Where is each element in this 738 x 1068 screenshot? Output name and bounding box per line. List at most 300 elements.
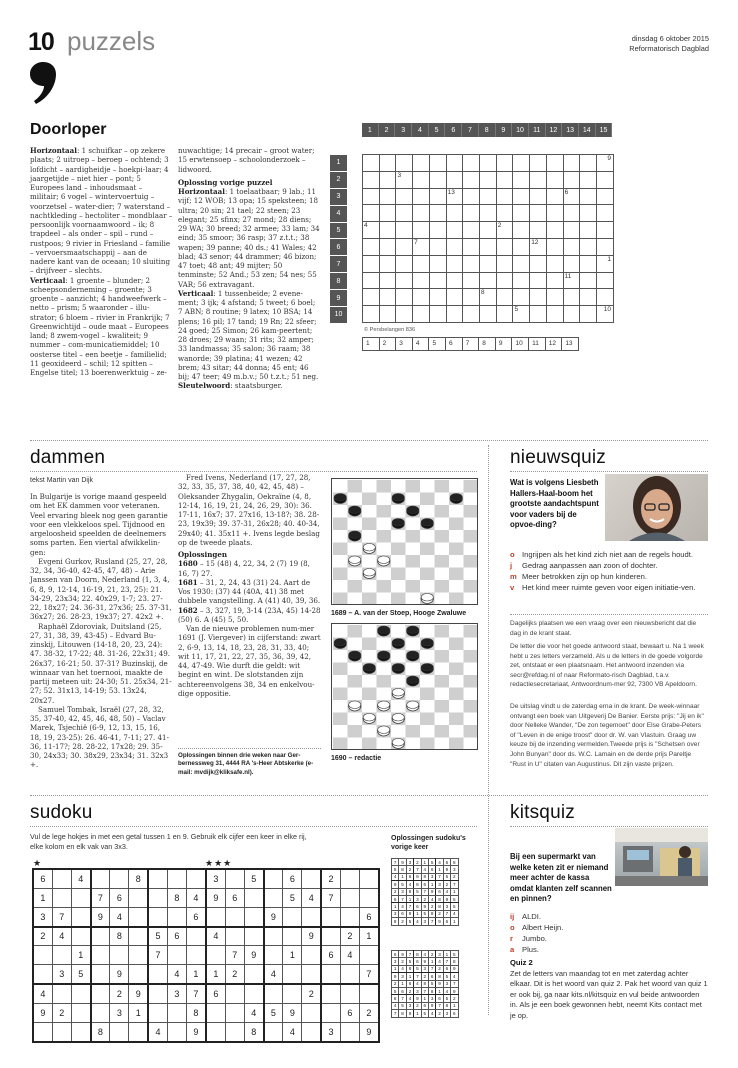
board-square[interactable] <box>348 518 363 531</box>
board-square[interactable] <box>362 505 377 518</box>
sudoku-cell[interactable] <box>206 1003 225 1022</box>
board-square[interactable] <box>449 530 464 543</box>
board-square[interactable] <box>449 543 464 556</box>
sudoku-cell[interactable] <box>148 984 167 1003</box>
grid-cell[interactable] <box>597 238 614 255</box>
board-square[interactable] <box>435 688 450 701</box>
grid-cell[interactable] <box>597 222 614 239</box>
grid-cell[interactable] <box>379 171 396 188</box>
grid-cell[interactable] <box>396 222 413 239</box>
board-square[interactable] <box>449 725 464 738</box>
grid-cell[interactable] <box>597 289 614 306</box>
sudoku-cell[interactable]: 5 <box>244 869 263 888</box>
board-square[interactable] <box>449 480 464 493</box>
sudoku-cell[interactable]: 3 <box>33 907 52 926</box>
board-square[interactable] <box>362 530 377 543</box>
sudoku-cell[interactable]: 6 <box>167 927 186 946</box>
grid-cell[interactable] <box>546 205 563 222</box>
grid-cell[interactable] <box>413 255 430 272</box>
sudoku-cell[interactable] <box>302 1023 321 1042</box>
board-square[interactable] <box>348 625 363 638</box>
board-square[interactable] <box>348 593 363 606</box>
grid-cell[interactable] <box>463 155 480 172</box>
sudoku-cell[interactable]: 1 <box>33 888 52 907</box>
sudoku-cell[interactable] <box>321 1003 340 1022</box>
sudoku-cell[interactable]: 2 <box>110 984 129 1003</box>
grid-cell[interactable] <box>530 171 547 188</box>
sudoku-cell[interactable]: 6 <box>225 888 244 907</box>
board-square[interactable] <box>435 543 450 556</box>
sudoku-cell[interactable] <box>206 946 225 965</box>
board-square[interactable] <box>406 518 421 531</box>
sudoku-cell[interactable] <box>283 965 302 984</box>
board-square[interactable] <box>362 675 377 688</box>
grid-cell[interactable] <box>446 222 463 239</box>
grid-cell[interactable] <box>563 306 580 323</box>
sudoku-cell[interactable] <box>302 965 321 984</box>
grid-cell[interactable] <box>363 222 380 239</box>
board-square[interactable] <box>435 530 450 543</box>
grid-cell[interactable] <box>597 188 614 205</box>
key-cell[interactable] <box>412 338 429 351</box>
grid-cell[interactable] <box>363 238 380 255</box>
board-square[interactable] <box>449 738 464 751</box>
grid-cell[interactable] <box>429 171 446 188</box>
grid-cell[interactable] <box>496 306 513 323</box>
sudoku-grid-easy[interactable] <box>32 868 207 1043</box>
key-cell[interactable] <box>462 338 479 351</box>
board-square[interactable] <box>348 713 363 726</box>
grid-cell[interactable] <box>379 289 396 306</box>
grid-cell[interactable] <box>463 205 480 222</box>
grid-cell[interactable] <box>446 155 463 172</box>
sudoku-cell[interactable]: 4 <box>33 984 52 1003</box>
sudoku-cell[interactable] <box>360 946 379 965</box>
grid-cell[interactable] <box>396 171 413 188</box>
sudoku-cell[interactable] <box>129 1023 148 1042</box>
board-square[interactable] <box>377 543 392 556</box>
board-square[interactable] <box>333 663 348 676</box>
sudoku-cell[interactable] <box>129 946 148 965</box>
board-square[interactable] <box>420 543 435 556</box>
grid-cell[interactable] <box>363 272 380 289</box>
board-square[interactable] <box>348 675 363 688</box>
sudoku-cell[interactable] <box>187 869 206 888</box>
board-square[interactable] <box>435 625 450 638</box>
board-square[interactable] <box>435 480 450 493</box>
grid-cell[interactable] <box>546 238 563 255</box>
sudoku-cell[interactable] <box>244 927 263 946</box>
board-square[interactable] <box>449 625 464 638</box>
board-square[interactable] <box>362 638 377 651</box>
sudoku-cell[interactable] <box>52 869 71 888</box>
board-square[interactable] <box>391 625 406 638</box>
board-square[interactable] <box>406 530 421 543</box>
grid-cell[interactable] <box>563 188 580 205</box>
board-square[interactable] <box>464 580 479 593</box>
sudoku-cell[interactable] <box>264 927 283 946</box>
sudoku-cell[interactable] <box>340 1023 359 1042</box>
key-cell[interactable] <box>529 338 546 351</box>
board-square[interactable] <box>348 725 363 738</box>
sudoku-cell[interactable]: 7 <box>91 888 110 907</box>
grid-cell[interactable] <box>446 205 463 222</box>
board-square[interactable] <box>391 543 406 556</box>
grid-cell[interactable] <box>446 272 463 289</box>
grid-cell[interactable] <box>429 155 446 172</box>
doorloper-key-row[interactable] <box>362 337 579 351</box>
board-square[interactable] <box>333 650 348 663</box>
board-square[interactable] <box>435 593 450 606</box>
board-square[interactable] <box>333 725 348 738</box>
kitsquiz-options[interactable] <box>510 912 708 956</box>
board-square[interactable] <box>406 638 421 651</box>
sudoku-cell[interactable] <box>360 869 379 888</box>
sudoku-cell[interactable] <box>302 946 321 965</box>
board-square[interactable] <box>464 638 479 651</box>
grid-cell[interactable] <box>480 188 497 205</box>
board-square[interactable] <box>362 650 377 663</box>
key-cell[interactable] <box>495 338 512 351</box>
board-square[interactable] <box>348 738 363 751</box>
sudoku-cell[interactable] <box>129 907 148 926</box>
grid-cell[interactable] <box>480 238 497 255</box>
sudoku-cell[interactable]: 1 <box>360 927 379 946</box>
sudoku-cell[interactable] <box>244 907 263 926</box>
sudoku-cell[interactable]: 2 <box>302 984 321 1003</box>
board-square[interactable] <box>377 663 392 676</box>
grid-cell[interactable] <box>446 238 463 255</box>
grid-cell[interactable] <box>530 188 547 205</box>
board-square[interactable] <box>391 580 406 593</box>
sudoku-cell[interactable] <box>340 984 359 1003</box>
sudoku-cell[interactable] <box>33 946 52 965</box>
sudoku-cell[interactable]: 7 <box>148 946 167 965</box>
sudoku-cell[interactable]: 9 <box>206 888 225 907</box>
grid-cell[interactable] <box>513 188 530 205</box>
grid-cell[interactable] <box>580 171 597 188</box>
sudoku-cell[interactable]: 2 <box>360 1003 379 1022</box>
sudoku-cell[interactable] <box>206 907 225 926</box>
sudoku-cell[interactable]: 9 <box>244 946 263 965</box>
board-square[interactable] <box>464 713 479 726</box>
quiz-option[interactable] <box>510 561 708 571</box>
sudoku-cell[interactable]: 4 <box>244 1003 263 1022</box>
grid-cell[interactable] <box>429 205 446 222</box>
grid-cell[interactable] <box>379 188 396 205</box>
grid-cell[interactable] <box>496 272 513 289</box>
board-square[interactable] <box>420 675 435 688</box>
sudoku-cell[interactable] <box>264 869 283 888</box>
board-square[interactable] <box>362 725 377 738</box>
sudoku-cell[interactable] <box>91 927 110 946</box>
board-square[interactable] <box>406 593 421 606</box>
sudoku-cell[interactable] <box>340 907 359 926</box>
board-square[interactable] <box>377 518 392 531</box>
sudoku-cell[interactable] <box>264 984 283 1003</box>
grid-cell[interactable] <box>513 171 530 188</box>
grid-cell[interactable] <box>413 188 430 205</box>
sudoku-cell[interactable] <box>360 888 379 907</box>
sudoku-cell[interactable]: 6 <box>283 869 302 888</box>
grid-cell[interactable] <box>363 255 380 272</box>
sudoku-cell[interactable] <box>167 869 186 888</box>
sudoku-cell[interactable] <box>302 869 321 888</box>
sudoku-cell[interactable]: 4 <box>167 965 186 984</box>
sudoku-cell[interactable] <box>321 965 340 984</box>
sudoku-cell[interactable]: 4 <box>302 888 321 907</box>
board-square[interactable] <box>435 713 450 726</box>
sudoku-cell[interactable]: 5 <box>71 965 90 984</box>
grid-cell[interactable] <box>396 188 413 205</box>
board-square[interactable] <box>464 738 479 751</box>
grid-cell[interactable] <box>513 306 530 323</box>
sudoku-cell[interactable]: 7 <box>225 946 244 965</box>
nieuwsquiz-options[interactable] <box>510 550 708 594</box>
board-square[interactable] <box>377 505 392 518</box>
sudoku-cell[interactable] <box>71 907 90 926</box>
sudoku-cell[interactable]: 2 <box>33 927 52 946</box>
board-square[interactable] <box>464 555 479 568</box>
grid-cell[interactable] <box>463 188 480 205</box>
sudoku-cell[interactable] <box>225 984 244 1003</box>
sudoku-grid-hard[interactable] <box>205 868 380 1043</box>
sudoku-cell[interactable]: 7 <box>52 907 71 926</box>
sudoku-cell[interactable] <box>244 984 263 1003</box>
board-square[interactable] <box>420 568 435 581</box>
sudoku-cell[interactable] <box>148 1003 167 1022</box>
sudoku-cell[interactable] <box>225 1003 244 1022</box>
grid-cell[interactable] <box>480 171 497 188</box>
sudoku-cell[interactable]: 2 <box>225 965 244 984</box>
sudoku-cell[interactable]: 1 <box>129 1003 148 1022</box>
board-square[interactable] <box>362 580 377 593</box>
grid-cell[interactable] <box>463 289 480 306</box>
grid-cell[interactable] <box>546 289 563 306</box>
board-square[interactable] <box>406 663 421 676</box>
board-square[interactable] <box>435 638 450 651</box>
key-cell[interactable] <box>512 338 529 351</box>
grid-cell[interactable] <box>446 306 463 323</box>
sudoku-cell[interactable] <box>225 927 244 946</box>
board-square[interactable] <box>464 480 479 493</box>
grid-cell[interactable] <box>413 272 430 289</box>
board-square[interactable] <box>333 688 348 701</box>
board-square[interactable] <box>406 688 421 701</box>
board-square[interactable] <box>464 593 479 606</box>
grid-cell[interactable] <box>546 171 563 188</box>
board-square[interactable] <box>391 593 406 606</box>
board-square[interactable] <box>377 493 392 506</box>
grid-cell[interactable] <box>597 171 614 188</box>
sudoku-cell[interactable]: 4 <box>148 1023 167 1042</box>
sudoku-cell[interactable] <box>321 927 340 946</box>
board-square[interactable] <box>406 493 421 506</box>
sudoku-cell[interactable] <box>148 965 167 984</box>
sudoku-cell[interactable] <box>225 869 244 888</box>
grid-cell[interactable] <box>379 255 396 272</box>
grid-cell[interactable] <box>396 289 413 306</box>
grid-cell[interactable] <box>496 188 513 205</box>
sudoku-cell[interactable] <box>148 907 167 926</box>
board-square[interactable] <box>406 738 421 751</box>
board-square[interactable] <box>435 675 450 688</box>
sudoku-cell[interactable] <box>264 1023 283 1042</box>
grid-cell[interactable] <box>513 155 530 172</box>
grid-cell[interactable] <box>396 306 413 323</box>
grid-cell[interactable] <box>580 306 597 323</box>
grid-cell[interactable] <box>513 272 530 289</box>
sudoku-cell[interactable] <box>360 984 379 1003</box>
key-cell[interactable] <box>396 338 413 351</box>
sudoku-cell[interactable] <box>264 888 283 907</box>
board-square[interactable] <box>449 638 464 651</box>
sudoku-cell[interactable]: 8 <box>129 869 148 888</box>
sudoku-cell[interactable]: 6 <box>33 869 52 888</box>
sudoku-cell[interactable]: 7 <box>360 965 379 984</box>
board-square[interactable] <box>391 700 406 713</box>
sudoku-cell[interactable]: 3 <box>206 869 225 888</box>
grid-cell[interactable] <box>597 155 614 172</box>
board-square[interactable] <box>420 530 435 543</box>
grid-cell[interactable] <box>580 188 597 205</box>
board-square[interactable] <box>435 505 450 518</box>
grid-cell[interactable] <box>496 255 513 272</box>
grid-cell[interactable] <box>379 238 396 255</box>
board-square[interactable] <box>333 568 348 581</box>
sudoku-cell[interactable]: 9 <box>302 927 321 946</box>
grid-cell[interactable] <box>463 238 480 255</box>
sudoku-cell[interactable] <box>91 965 110 984</box>
board-square[interactable] <box>348 480 363 493</box>
grid-cell[interactable] <box>580 205 597 222</box>
board-square[interactable] <box>377 593 392 606</box>
sudoku-cell[interactable] <box>91 946 110 965</box>
board-square[interactable] <box>464 675 479 688</box>
grid-cell[interactable] <box>530 272 547 289</box>
board-square[interactable] <box>362 518 377 531</box>
sudoku-cell[interactable] <box>167 907 186 926</box>
sudoku-cell[interactable]: 9 <box>264 907 283 926</box>
sudoku-cell[interactable] <box>283 927 302 946</box>
board-square[interactable] <box>362 555 377 568</box>
board-square[interactable] <box>449 700 464 713</box>
grid-cell[interactable] <box>597 255 614 272</box>
sudoku-cell[interactable] <box>33 965 52 984</box>
sudoku-cell[interactable]: 3 <box>167 984 186 1003</box>
board-square[interactable] <box>464 568 479 581</box>
sudoku-cell[interactable]: 8 <box>167 888 186 907</box>
board-square[interactable] <box>420 480 435 493</box>
sudoku-cell[interactable]: 4 <box>283 1023 302 1042</box>
sudoku-cell[interactable]: 7 <box>187 984 206 1003</box>
grid-cell[interactable] <box>413 238 430 255</box>
grid-cell[interactable] <box>396 205 413 222</box>
grid-cell[interactable] <box>563 289 580 306</box>
board-square[interactable] <box>391 505 406 518</box>
grid-cell[interactable] <box>480 306 497 323</box>
sudoku-cell[interactable]: 4 <box>187 888 206 907</box>
grid-cell[interactable] <box>546 306 563 323</box>
grid-cell[interactable] <box>580 155 597 172</box>
board-square[interactable] <box>391 650 406 663</box>
grid-cell[interactable] <box>496 289 513 306</box>
sudoku-cell[interactable]: 5 <box>264 1003 283 1022</box>
quiz-option[interactable] <box>510 583 708 593</box>
grid-cell[interactable] <box>429 238 446 255</box>
board-square[interactable] <box>333 675 348 688</box>
board-square[interactable] <box>464 543 479 556</box>
sudoku-cell[interactable]: 8 <box>187 1003 206 1022</box>
board-square[interactable] <box>391 555 406 568</box>
grid-cell[interactable] <box>463 255 480 272</box>
sudoku-cell[interactable]: 7 <box>321 888 340 907</box>
board-square[interactable] <box>362 480 377 493</box>
board-square[interactable] <box>449 663 464 676</box>
grid-cell[interactable] <box>396 272 413 289</box>
board-square[interactable] <box>406 725 421 738</box>
grid-cell[interactable] <box>463 306 480 323</box>
board-square[interactable] <box>406 543 421 556</box>
board-square[interactable] <box>348 493 363 506</box>
sudoku-cell[interactable]: 8 <box>244 1023 263 1042</box>
grid-cell[interactable] <box>429 222 446 239</box>
board-square[interactable] <box>391 675 406 688</box>
grid-cell[interactable] <box>379 205 396 222</box>
grid-cell[interactable] <box>396 155 413 172</box>
sudoku-cell[interactable] <box>110 869 129 888</box>
board-square[interactable] <box>377 738 392 751</box>
board-square[interactable] <box>348 580 363 593</box>
grid-cell[interactable] <box>379 155 396 172</box>
quiz-option[interactable] <box>510 945 708 955</box>
board-square[interactable] <box>333 738 348 751</box>
board-square[interactable] <box>348 663 363 676</box>
sudoku-cell[interactable]: 9 <box>360 1023 379 1042</box>
grid-cell[interactable] <box>563 255 580 272</box>
sudoku-cell[interactable]: 3 <box>110 1003 129 1022</box>
grid-cell[interactable] <box>413 222 430 239</box>
sudoku-cell[interactable]: 6 <box>206 984 225 1003</box>
grid-cell[interactable] <box>413 155 430 172</box>
grid-cell[interactable] <box>480 255 497 272</box>
board-square[interactable] <box>464 663 479 676</box>
grid-cell[interactable] <box>563 222 580 239</box>
board-square[interactable] <box>464 725 479 738</box>
board-square[interactable] <box>464 530 479 543</box>
board-square[interactable] <box>333 625 348 638</box>
sudoku-cell[interactable]: 9 <box>91 907 110 926</box>
board-square[interactable] <box>420 650 435 663</box>
key-cell[interactable] <box>429 338 446 351</box>
sudoku-cell[interactable] <box>71 927 90 946</box>
board-square[interactable] <box>362 493 377 506</box>
sudoku-cell[interactable]: 4 <box>264 965 283 984</box>
board-square[interactable] <box>449 688 464 701</box>
sudoku-cell[interactable]: 6 <box>340 1003 359 1022</box>
grid-cell[interactable] <box>580 289 597 306</box>
key-cell[interactable] <box>545 338 562 351</box>
board-square[interactable] <box>420 580 435 593</box>
sudoku-cell[interactable]: 6 <box>187 907 206 926</box>
key-cell[interactable] <box>363 338 380 351</box>
board-square[interactable] <box>464 505 479 518</box>
sudoku-cell[interactable] <box>52 1023 71 1042</box>
grid-cell[interactable] <box>363 205 380 222</box>
board-square[interactable] <box>449 505 464 518</box>
board-square[interactable] <box>464 493 479 506</box>
grid-cell[interactable] <box>413 171 430 188</box>
